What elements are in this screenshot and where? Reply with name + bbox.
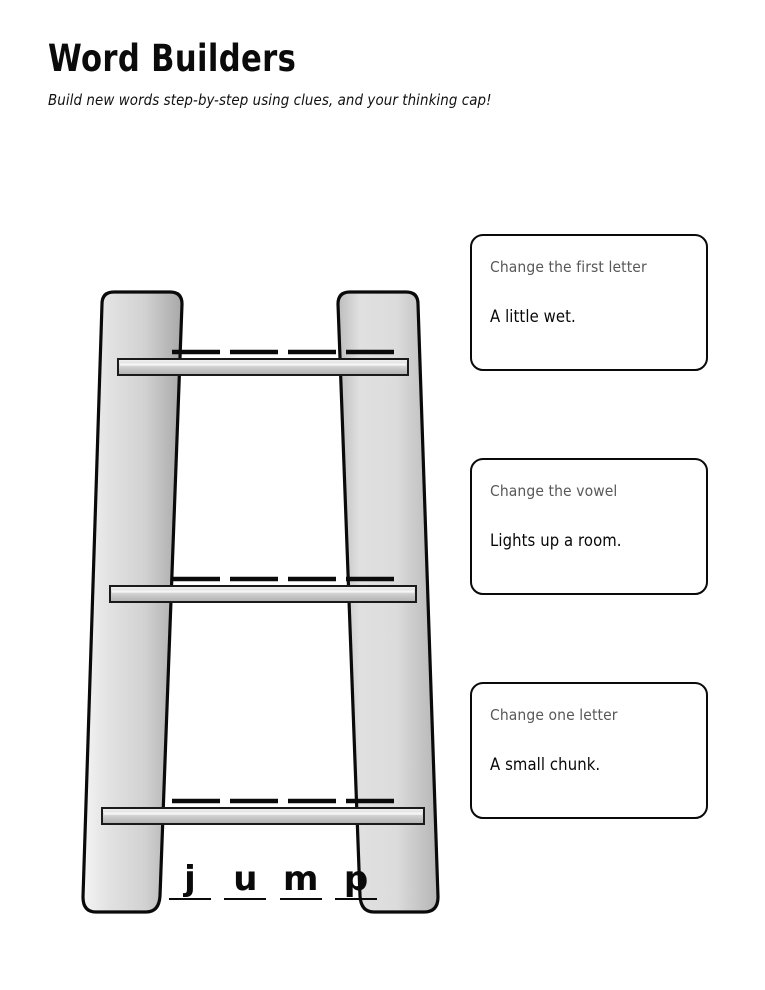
rung-bar xyxy=(110,586,416,602)
start-word-letter xyxy=(168,859,212,900)
clue-text: A small chunk. xyxy=(490,754,601,774)
clue-text: A little wet. xyxy=(490,306,576,326)
clue-text: Lights up a room. xyxy=(490,530,622,550)
start-word-underline xyxy=(335,898,377,900)
clue-card-1 xyxy=(470,234,708,371)
start-word-underline xyxy=(169,898,211,900)
worksheet-header xyxy=(48,37,708,109)
start-word-letter-text: p xyxy=(343,859,369,900)
start-word-letter xyxy=(279,859,323,900)
clue-card-2 xyxy=(470,458,708,595)
start-word-letter-text: u xyxy=(233,859,258,900)
clue-card-list xyxy=(470,234,708,819)
start-word-letter-text: j xyxy=(184,859,196,900)
page-subtitle: Build new words step-by-step using clues, and your thinking cap! xyxy=(48,90,492,109)
start-word-letter-text: m xyxy=(282,859,319,900)
clue-instruction: Change the first letter xyxy=(490,258,647,276)
rung-bar xyxy=(102,808,424,824)
start-word-underline xyxy=(224,898,266,900)
start-word-underline xyxy=(280,898,322,900)
clue-instruction: Change one letter xyxy=(490,706,618,724)
clue-instruction: Change the vowel xyxy=(490,482,618,500)
clue-card-3 xyxy=(470,682,708,819)
start-word-letter xyxy=(223,859,267,900)
rung-bar xyxy=(118,359,408,375)
start-word xyxy=(168,838,378,900)
page-title: Word Builders xyxy=(48,37,297,80)
start-word-letter xyxy=(334,859,378,900)
